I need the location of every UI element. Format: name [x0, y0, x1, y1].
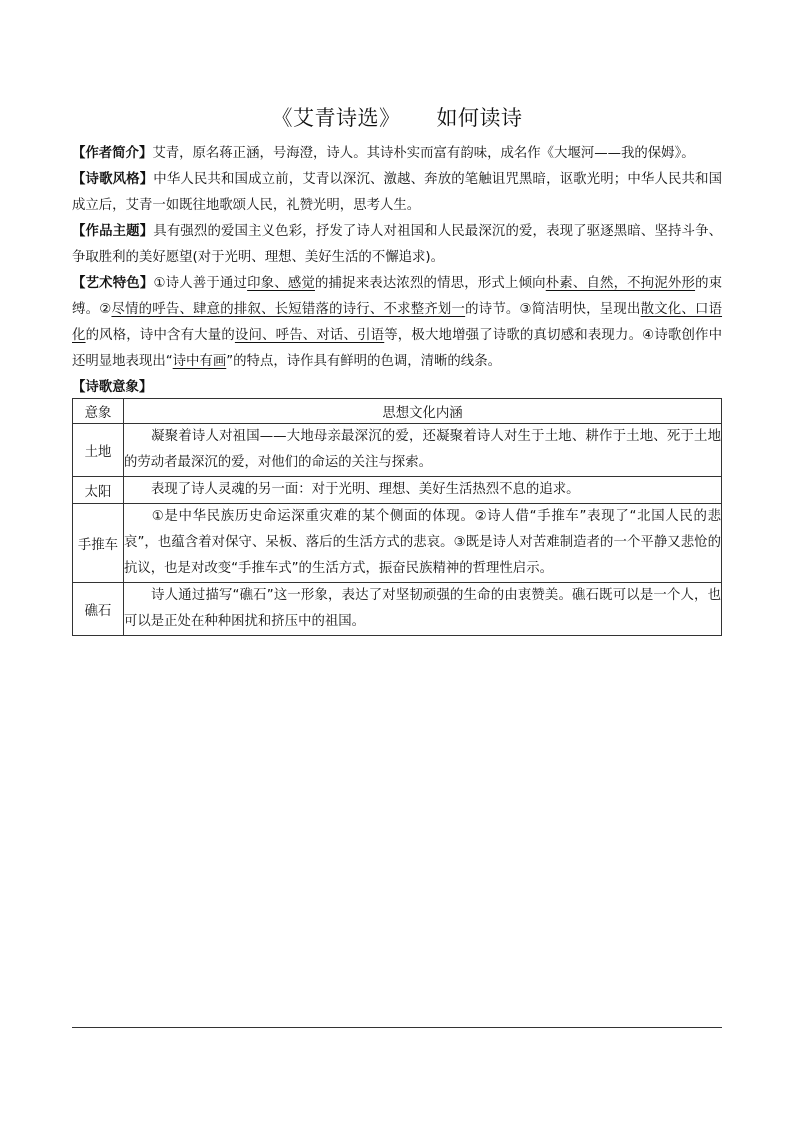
art-underline-1: 印象、感觉 [247, 276, 315, 291]
content-body [72, 141, 722, 401]
table-header-imagery: 意象 [73, 399, 124, 424]
author-intro [72, 141, 722, 167]
art-text-1: ①诗人善于通过 [153, 276, 248, 291]
title-book: 《艾青诗选》 [271, 106, 401, 130]
imagery-meaning-text: ①是中华民族历史命运深重灾难的某个侧面的体现。②诗人借“手推车”表现了“北国人民的悲哀”，也蕴含着对保守、呆板、落后的生活方式的悲哀。③既是诗人对苦难制造者的一个平静又悲怆的抗议，也是对改变“手推车式”的生活方式，振奋民族精神的哲理性启示。 [124, 509, 721, 576]
poetry-style [72, 167, 722, 219]
art-features-tag: 【艺术特色】 [72, 276, 154, 291]
art-underline-3: 尽情的呼告、肆意的排叙、长短错落的诗行、不求整齐划一 [111, 302, 466, 317]
table-row [73, 424, 722, 477]
imagery-meaning-text: 诗人通过描写“礁石”这一形象，表达了对坚韧顽强的生命的由衷赞美。礁石既可以是一个人，也可以是正处在种种困扰和挤压中的祖国。 [124, 588, 721, 629]
page-title [72, 102, 722, 132]
imagery-heading-tag: 【诗歌意象】 [72, 380, 153, 395]
author-intro-text: 艾青，原名蒋正涵，号海澄，诗人。其诗朴实而富有韵味，成名作《大堰河——我的保姆》。 [152, 146, 695, 161]
poetry-style-tag: 【诗歌风格】 [72, 172, 154, 187]
imagery-meaning [124, 583, 722, 636]
art-text-4: 的诗节。③简洁明快，呈现出 [465, 302, 641, 317]
art-text-5: 的风格，诗中含有大量的 [85, 328, 235, 343]
art-text-7: ”的特点，诗作具有鲜明的色调，清晰的线条。 [226, 354, 501, 369]
imagery-meaning-text: 凝聚着诗人对祖国——大地母亲最深沉的爱，还凝聚着诗人对生于土地、耕作于土地、死于土地的劳动者最深沉的爱，对他们的命运的关注与探索。 [124, 429, 721, 470]
table-row [73, 477, 722, 504]
work-theme [72, 219, 722, 271]
art-text-6: 等，极大地增强了诗歌的真切感和表现力。④诗歌创作中还明显地表现出“ [72, 328, 723, 369]
work-theme-text: 具有强烈的爱国主义色彩，抒发了诗人对祖国和人民最深沉的爱，表现了驱逐黑暗、坚持斗争、争取胜利的美好愿望(对于光明、理想、美好生活的不懈追求)。 [72, 224, 723, 265]
work-theme-tag: 【作品主题】 [72, 224, 154, 239]
art-text-2: 的捕捉来表达浓烈的情思，形式上倾向 [314, 276, 546, 291]
title-topic: 如何读诗 [436, 106, 523, 130]
footer-divider [72, 1027, 722, 1028]
imagery-name: 礁石 [73, 583, 124, 636]
poetry-style-text: 中华人民共和国成立前，艾青以深沉、激越、奔放的笔触诅咒黑暗，讴歌光明；中华人民共和国成立后，艾青一如既往地歌颂人民，礼赞光明，思考人生。 [72, 172, 723, 213]
art-underline-2: 朴素、自然，不拘泥外形 [545, 276, 696, 291]
imagery-table [72, 398, 722, 636]
art-underline-4: 散文化、口语化 [72, 302, 723, 343]
art-text-3: 的束缚。② [72, 276, 723, 317]
imagery-meaning [124, 504, 722, 583]
imagery-meaning [124, 424, 722, 477]
imagery-meaning [124, 477, 722, 504]
art-features [72, 271, 722, 375]
imagery-meaning-text: 表现了诗人灵魂的另一面：对于光明、理想、美好生活热烈不息的追求。 [151, 482, 580, 497]
table-row [73, 583, 722, 636]
imagery-name: 土地 [73, 424, 124, 477]
author-intro-tag: 【作者简介】 [72, 146, 153, 161]
table-header-meaning: 思想文化内涵 [124, 399, 722, 424]
imagery-name: 手推车 [73, 504, 124, 583]
table-row [73, 504, 722, 583]
art-underline-5: 设问、呼告、对话、引语 [234, 328, 385, 343]
table-header-row [73, 399, 722, 424]
imagery-name: 太阳 [73, 477, 124, 504]
art-underline-6: 诗中有画 [172, 354, 227, 369]
